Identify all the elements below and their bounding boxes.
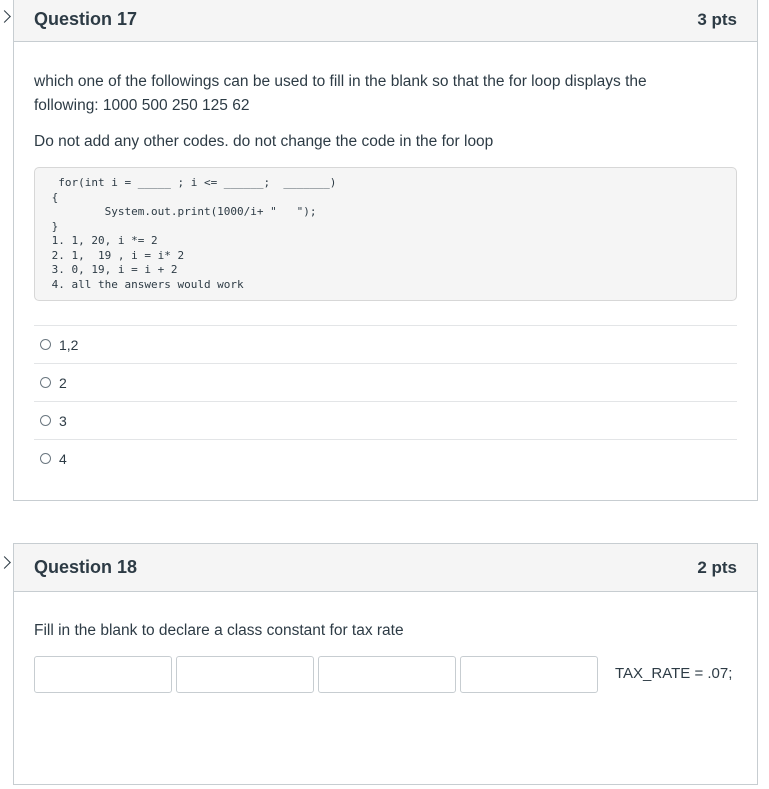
answer-label: 1,2: [59, 336, 79, 353]
answer-label: 2: [59, 374, 67, 391]
blank-input-1[interactable]: [34, 656, 172, 693]
answer-option-3[interactable]: [34, 401, 737, 439]
radio-button[interactable]: [40, 377, 51, 388]
chevron-right-icon[interactable]: [0, 10, 11, 23]
blank-input-3[interactable]: [318, 656, 456, 693]
code-block: for(int i = _____ ; i <= ______; _______) { System.out.print(1000/i+ " "); } 1. 1, 20, i *= 2 2. 1, 19 , i = i* 2 3. 0, 19, i = i + 2 4. all the answers would work: [34, 167, 737, 301]
radio-button[interactable]: [40, 415, 51, 426]
question-17-body: [14, 70, 757, 477]
question-18-title: Question 18: [34, 557, 138, 577]
blank-input-4[interactable]: [460, 656, 598, 693]
question-18-header: [14, 544, 757, 592]
question-17-header: [14, 0, 757, 42]
answer-option-2[interactable]: [34, 363, 737, 401]
question-17-title: Question 17: [34, 9, 138, 29]
radio-button[interactable]: [40, 453, 51, 464]
question-17-instruction: Do not add any other codes. do not change the code in the for loop: [34, 133, 494, 150]
answer-label: 3: [59, 412, 67, 429]
question-18-prompt: Fill in the blank to declare a class constant for tax rate: [34, 622, 404, 639]
blank-input-2[interactable]: [176, 656, 314, 693]
radio-button[interactable]: [40, 339, 51, 350]
chevron-right-icon[interactable]: [0, 556, 11, 569]
tax-rate-suffix: TAX_RATE = .07;: [615, 665, 733, 682]
answer-list: [34, 325, 737, 477]
question-18-points: 2 pts: [697, 557, 737, 577]
question-17-prompt: which one of the followings can be used to fill in the blank so that the for loop displays the following: 1000 500 250 125 62: [34, 73, 647, 114]
question-17-card: [13, 0, 758, 501]
answer-option-1[interactable]: [34, 325, 737, 363]
answer-label: 4: [59, 450, 67, 467]
question-17-points: 3 pts: [697, 9, 737, 29]
answer-option-4[interactable]: [34, 439, 737, 477]
question-18-card: [13, 543, 758, 785]
